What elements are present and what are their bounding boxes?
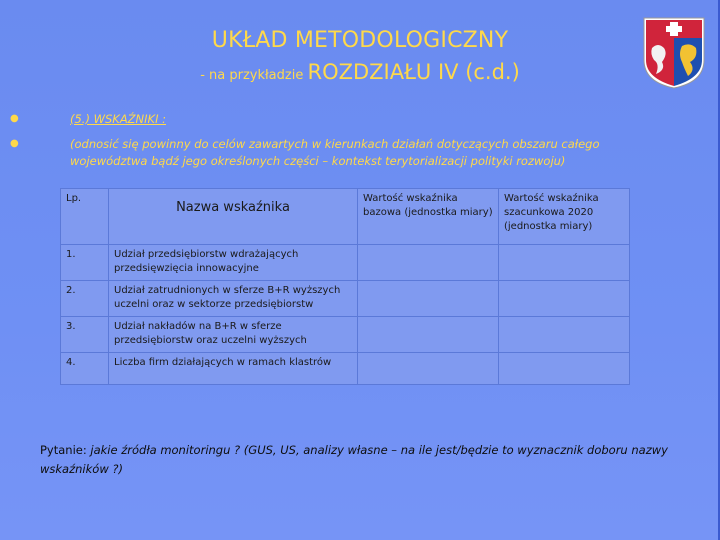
header-name: Nazwa wskaźnika (109, 189, 358, 245)
row-base-cell (358, 245, 499, 281)
slide-title: UKŁAD METODOLOGICZNY (211, 28, 509, 53)
subtitle-main: ROZDZIAŁU IV (c.d.) (307, 60, 520, 84)
row-name: Udział zatrudnionych w sferze B+R wyższych uczelni oraz w sektorze przedsiębiorstw (109, 281, 358, 317)
row-lp: 4. (61, 353, 109, 385)
header-target-value: Wartość wskaźnika szacunkowa 2020 (jednostka miary) (499, 189, 630, 245)
subtitle-prefix: - na przykładzie (200, 68, 304, 83)
table-row (61, 353, 630, 385)
question-text (40, 441, 680, 479)
coat-of-arms-icon (640, 14, 708, 90)
table-header-row (61, 189, 630, 245)
table-row (61, 281, 630, 317)
row-name: Liczba firm działających w ramach klastrów (109, 353, 358, 385)
row-base-cell (358, 317, 499, 353)
row-base-cell (358, 281, 499, 317)
bullet-marker-1: ● (10, 113, 19, 124)
slide-subtitle (0, 60, 720, 84)
row-lp: 1. (61, 245, 109, 281)
row-base-cell (358, 353, 499, 385)
row-target-cell (499, 317, 630, 353)
bullet-2: (odnosić się powinny do celów zawartych w kierunkach działań dotyczących obszaru całego województwa bądź jego określonych części – kontekst terytorializacji polityki rozwoju) (70, 137, 600, 168)
question-body: jakie źródła monitoringu ? (GUS, US, analizy własne – na ile jest/będzie to wyznacznik doboru nazwy wskaźników ?) (40, 443, 668, 476)
bullet-1: (5.) WSKAŹNIKI : (70, 112, 167, 126)
row-name: Udział nakładów na B+R w sferze przedsiębiorstw oraz uczelni wyższych (109, 317, 358, 353)
row-name: Udział przedsiębiorstw wdrażających przedsięwzięcia innowacyjne (109, 245, 358, 281)
row-lp: 2. (61, 281, 109, 317)
row-target-cell (499, 281, 630, 317)
row-lp: 3. (61, 317, 109, 353)
indicators-table (60, 188, 630, 385)
row-target-cell (499, 245, 630, 281)
row-target-cell (499, 353, 630, 385)
header-base-value: Wartość wskaźnika bazowa (jednostka miary) (358, 189, 499, 245)
table-row (61, 317, 630, 353)
bullet-marker-2: ● (10, 138, 19, 149)
question-label: Pytanie: (40, 443, 87, 457)
header-lp: Lp. (61, 189, 109, 245)
table-row (61, 245, 630, 281)
